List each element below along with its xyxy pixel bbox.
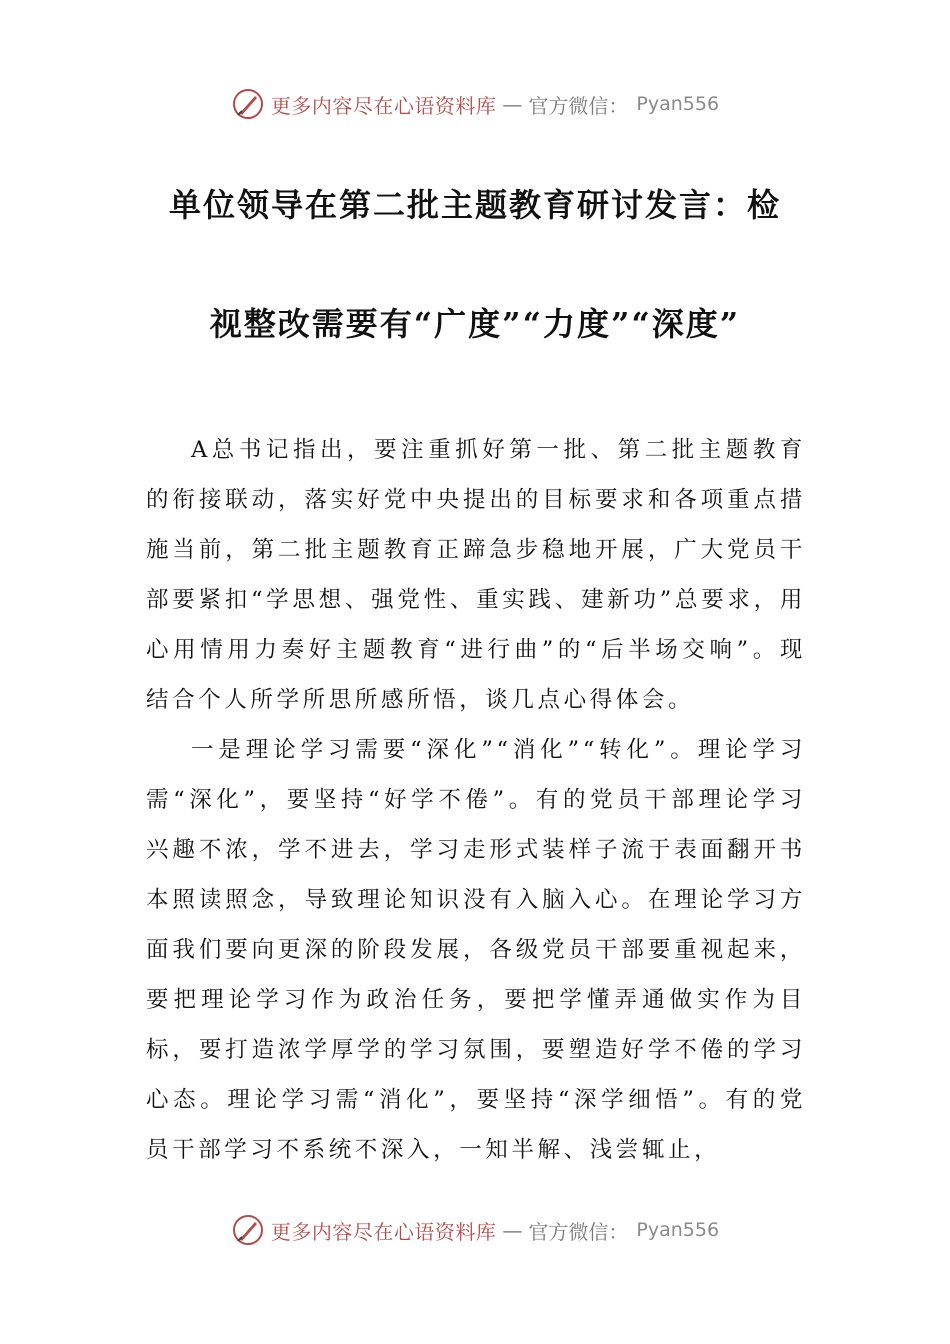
document-title-line-2: 视整改需要有“广度”“力度”“深度” [209,305,741,343]
watermark-separator: — [502,1218,523,1242]
watermark-brand: 更多内容尽在心语资料库 [270,93,497,118]
watermark-wechat-label: 官方微信： [528,1219,629,1244]
quill-logo-icon [231,1213,265,1247]
document-body [146,425,806,1175]
watermark-wechat-id: Pyan556 [636,1219,720,1241]
paragraph-intro: A总书记指出，要注重抓好第一批、第二批主题教育的衔接联动，落实好党中央提出的目标要求和各项重点措施当前，第二批主题教育正蹄急步稳地开展，广大党员干部要紧扣“学思想、强党性、重实践、建新功”总要求，用心用情用力奏好主题教育“进行曲”的“后半场交响”。现结合个人所学所思所感所悟，谈几点心得体会。 [146,437,806,713]
paragraph-point-one: 一是理论学习需要“深化”“消化”“转化”。理论学习需“深化”，要坚持“好学不倦”。有的党员干部理论学习兴趣不浓，学不进去，学习走形式装样子流于表面翻开书本照读照念，导致理论知识没有入脑入心。在理论学习方面我们要向更深的阶段发展，各级党员干部要重视起来，要把理论学习作为政治任务，要把学懂弄通做实作为目标，要打造浓学厚学的学习氛围，要塑造好学不倦的学习心态。理论学习需“消化”，要坚持“深学细悟”。有的党员干部学习不系统不深入，一知半解、浅尝辄止， [146,737,806,1163]
quill-logo-icon [231,87,265,121]
footer-watermark [0,1210,950,1250]
header-watermark [0,84,950,124]
document-title-line-1: 单位领导在第二批主题教育研讨发言：检 [168,186,781,224]
watermark-separator: — [502,92,523,116]
watermark-brand: 更多内容尽在心语资料库 [270,1219,497,1244]
watermark-wechat-label: 官方微信： [528,93,629,118]
watermark-wechat-id: Pyan556 [636,93,720,115]
